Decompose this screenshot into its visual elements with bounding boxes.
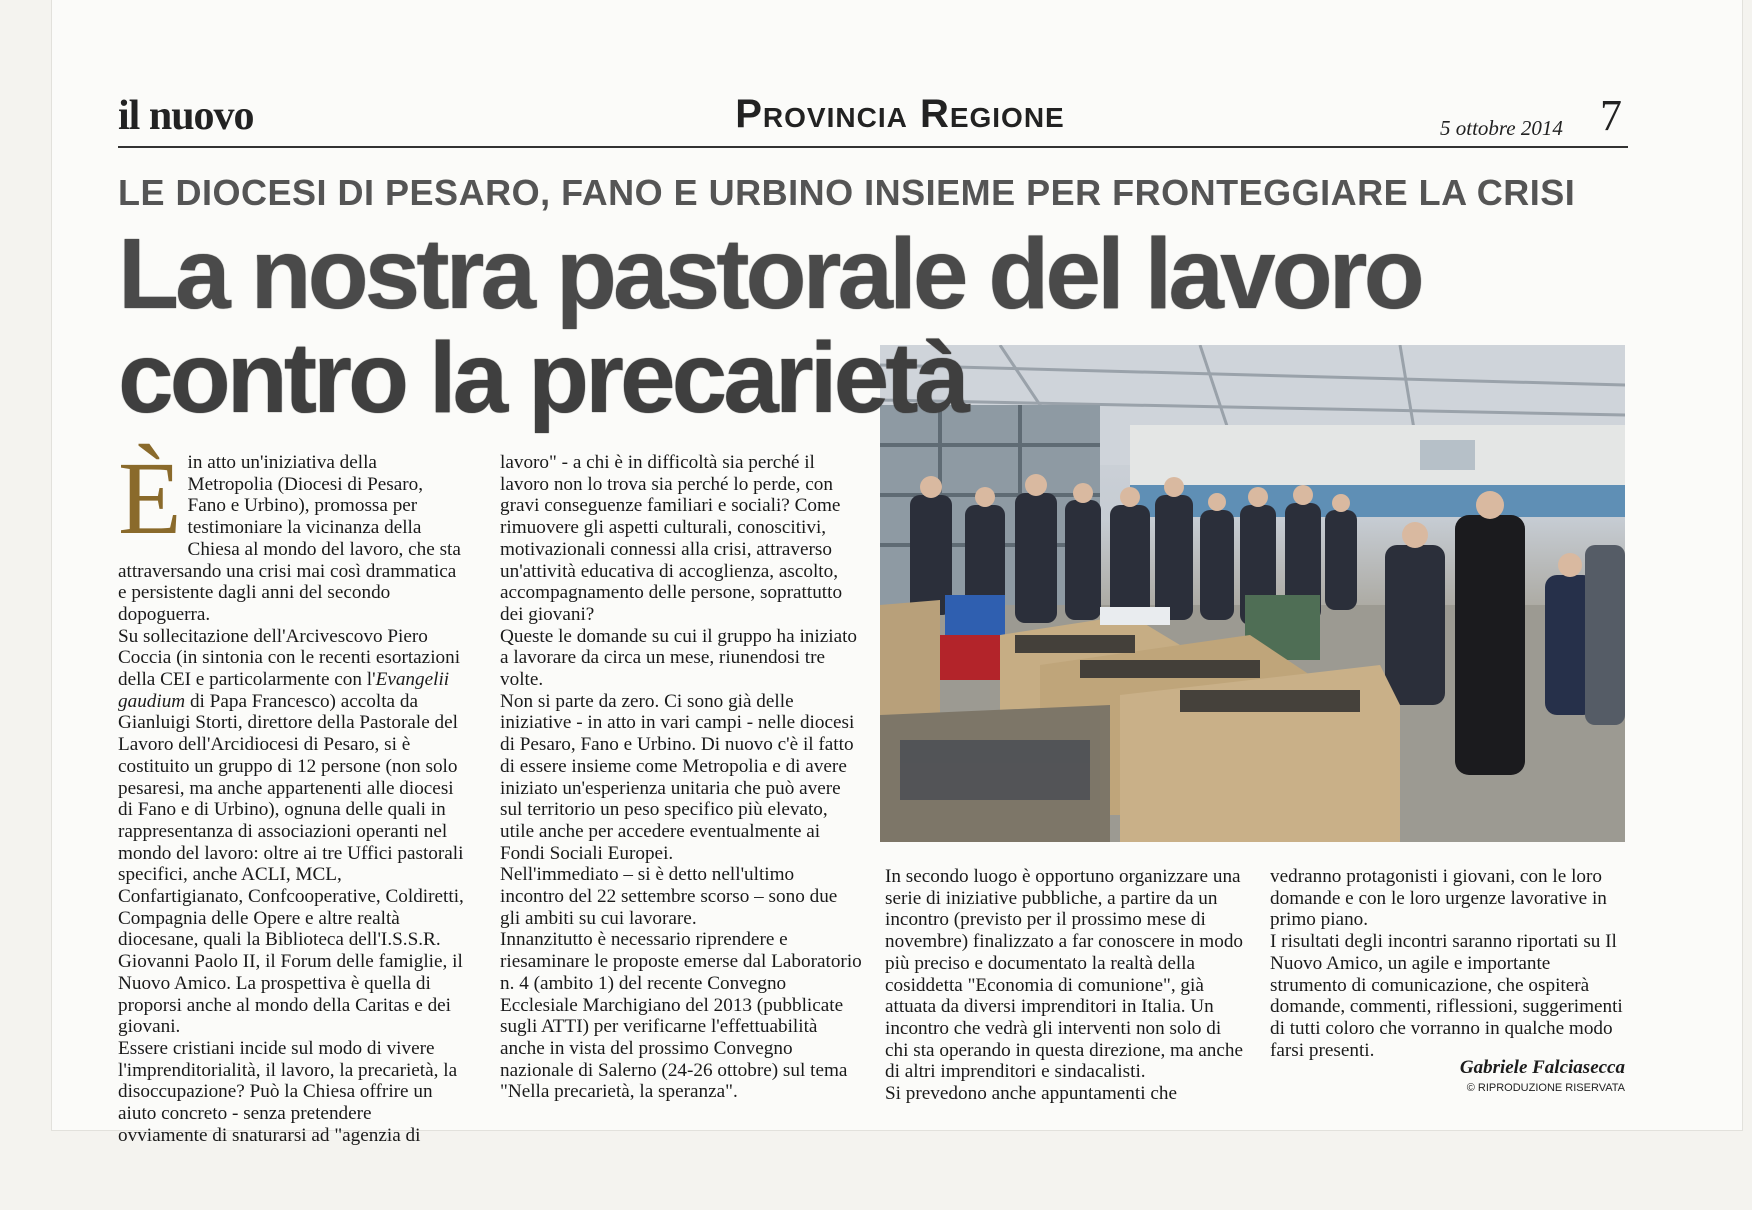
paragraph: Queste le domande su cui il gruppo ha iniziato a lavorare da circa un mese, riunendosi tre volte. xyxy=(500,625,858,691)
paragraph-text: in atto un'iniziativa della Metropolia (Diocesi di Pesaro, Fano e Urbino), promossa per testimoniare la vicinanza della Chiesa al mondo del lavoro, che sta attraversando una crisi mai così drammatica e persistente dagli anni del secondo dopoguerra. xyxy=(118,452,461,625)
page-number: 7 xyxy=(1600,91,1622,140)
section-title: Provincia Regione xyxy=(735,92,1065,136)
article-kicker: LE DIOCESI DI PESARO, FANO E URBINO INSIEME PER FRONTEGGIARE LA CRISI xyxy=(118,172,1576,213)
paragraph: Si prevedono anche appuntamenti che xyxy=(885,1083,1177,1105)
paragraph-text: Su sollecitazione dell'Arcivescovo Piero Coccia (in sintonia con le recenti esortazioni della CEI e particolarmente con l' xyxy=(118,625,461,691)
paragraph: Nell'immediato – si è detto nell'ultimo incontro del 22 settembre scorso – sono due gli ambiti su cui lavorare. xyxy=(500,864,838,929)
paragraph xyxy=(118,441,464,626)
issue-date: 5 ottobre 2014 xyxy=(1440,116,1563,140)
header-rule xyxy=(118,146,1628,148)
paragraph xyxy=(118,626,464,1038)
drop-cap: È xyxy=(118,441,182,556)
article-column-2 xyxy=(500,452,862,1103)
paragraph: Essere cristiani incide sul modo di vivere l'imprenditorialità, il lavoro, la precarietà, la disoccupazione? Può la Chiesa offrire un aiuto concreto - senza pretendere ovviamente di snaturarsi ad "agenzia di xyxy=(118,1037,458,1146)
headline-line-1: La nostra pastorale del lavoro xyxy=(118,218,1421,330)
article-column-4 xyxy=(1270,866,1625,1061)
copyright-notice: © RIPRODUZIONE RISERVATA xyxy=(1466,1082,1625,1094)
author-byline: Gabriele Falciasecca xyxy=(1459,1057,1625,1078)
paragraph: Innanzitutto è necessario riprendere e riesaminare le proposte emerse dal Laboratorio n. 4 (ambito 1) del recente Convegno Ecclesiale Marchigiano del 2013 (pubblicate sugli ATTI) per verificarne l'effettuabilità anche in vista del prossimo Convegno nazionale di Salerno (24-26 ottobre) sul tema "Nella precarietà, la speranza". xyxy=(500,929,862,1103)
paragraph: In secondo luogo è opportuno organizzare una serie di iniziative pubbliche, a partire da un incontro (previsto per il prossimo mese di novembre) finalizzato a far conoscere in modo più preciso e documentato la realtà della cosiddetta "Economia di comunione", già attuata da diversi imprenditori in Italia. Un incontro che vedrà gli interventi non solo di chi sta operando in questa direzione, ma anche di altri imprenditori e sindacalisti. xyxy=(885,866,1244,1083)
italic-title: Evangelii gaudium xyxy=(118,669,450,712)
paragraph: Non si parte da zero. Ci sono già delle iniziative - in atto in vari campi - nelle diocesi di Pesaro, Fano e Urbino. Di nuovo c'è il fatto di essere insieme come Metropolia e di avere iniziato un'esperienza unitaria che può avere sul territorio un peso specifico più elevato, utile anche per accedere eventualmente ai Fondi Sociali Europei. xyxy=(500,690,855,864)
headline-line-2: contro la precarietà xyxy=(118,322,967,434)
article-column-1 xyxy=(118,441,464,1147)
paragraph-text: di Papa Francesco) accolta da Gianluigi Storti, direttore della Pastorale del Lavoro dell'Arcidiocesi di Pesaro, si è costituito un gruppo di 12 persone (non solo pesaresi, ma anche appartenenti alle diocesi di Fano e di Urbino), ognuna delle quali in rappresentanza di associazioni operanti nel mondo del lavoro: oltre ai tre Uffici pastorali specifici, anche ACLI, MCL, Confartigianato, Confcooperative, Coldiretti, Compagnia delle Opere e altre realtà diocesane, quali la Biblioteca dell'I.S.S.R. Giovanni Paolo II, il Forum delle famiglie, il Nuovo Amico. La prospettiva è quella di proporsi anche al mondo della Caritas e dei giovani. xyxy=(118,690,464,1038)
article-headline xyxy=(118,218,1518,434)
paragraph: lavoro" - a chi è in difficoltà sia perché il lavoro non lo trova sia perché lo perde, con gravi conseguenze familiari e sociali? Come rimuovere gli aspetti culturali, conoscitivi, motivazionali connessi alla crisi, attraverso un'attività educativa di accoglienza, ascolto, accompagnamento delle persone, soprattutto dei giovani? xyxy=(500,452,843,625)
masthead: il nuovo xyxy=(118,93,254,139)
paragraph: I risultati degli incontri saranno riportati su Il Nuovo Amico, un agile e importante strumento di comunicazione, che ospiterà domande, commenti, riflessioni, suggerimenti di tutti coloro che vorranno in qualche modo farsi presenti. xyxy=(1270,931,1623,1061)
paragraph: vedranno protagonisti i giovani, con le loro domande e con le loro urgenze lavorative in primo piano. xyxy=(1270,866,1607,931)
article-column-3 xyxy=(885,866,1245,1105)
